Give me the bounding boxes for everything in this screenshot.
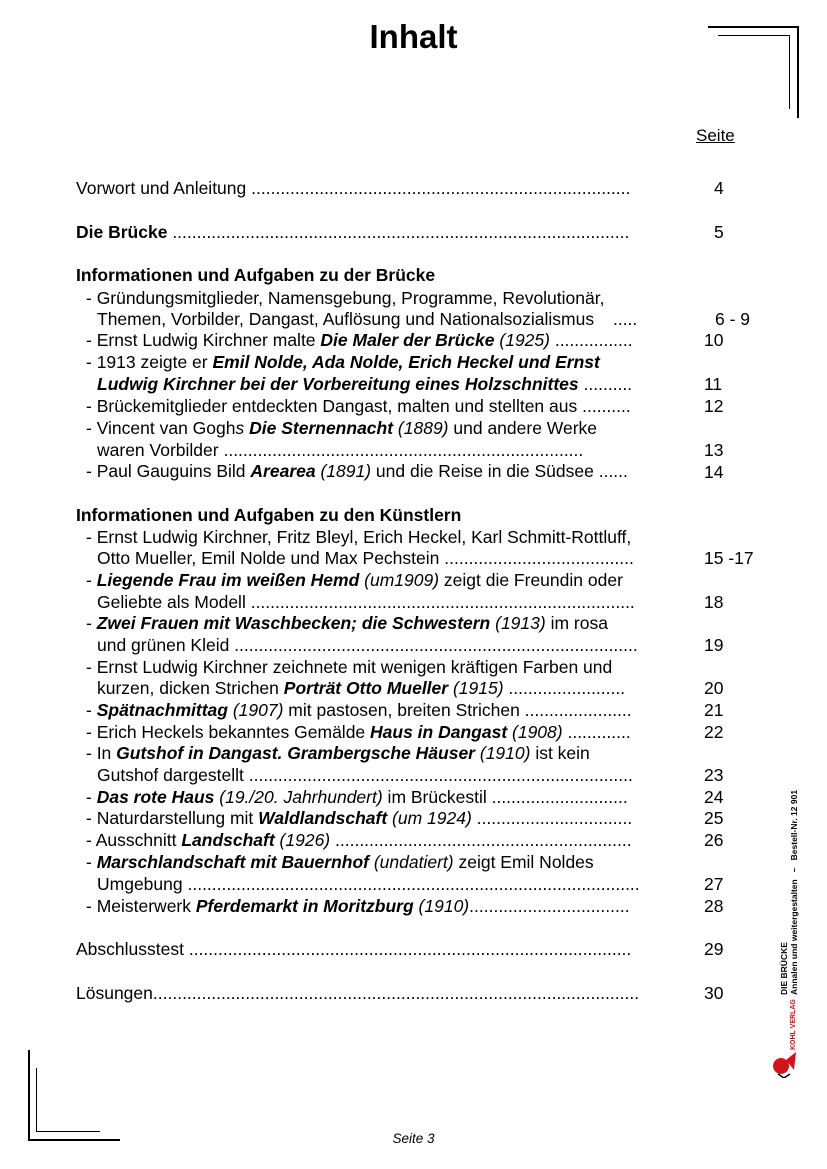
side-order-number: Bestell-Nr. 12 901 xyxy=(789,789,799,861)
toc-label: im rosa xyxy=(545,613,608,633)
toc-label: - Erich Heckels bekanntes Gemälde xyxy=(86,722,371,742)
toc-page-number: 13 xyxy=(704,440,724,460)
toc-entry-line[interactable] xyxy=(97,309,637,330)
toc-entry-line[interactable] xyxy=(97,678,625,699)
toc-label: zeigt die Freundin oder xyxy=(439,570,623,590)
section-heading-bruecke: Informationen und Aufgaben zu der Brücke xyxy=(76,265,436,285)
artwork-year: (1908) xyxy=(507,722,563,742)
toc-entry-die-bruecke[interactable] xyxy=(76,222,629,243)
toc-dots: ............................ xyxy=(486,787,628,807)
toc-label: ist kein xyxy=(530,743,590,763)
toc-entry-line[interactable] xyxy=(86,461,628,482)
artwork-year: (1907) xyxy=(227,700,284,720)
toc-label: - Naturdarstellung mit xyxy=(86,808,259,828)
toc-dots: ............................................................................... xyxy=(245,592,635,612)
toc-label: Die Brücke xyxy=(76,222,168,242)
toc-page-number: 12 xyxy=(704,396,724,416)
toc-page-number: 4 xyxy=(714,178,724,198)
toc-page-number: 14 xyxy=(704,462,724,482)
toc-label: Otto Mueller, Emil Nolde und Max Pechstein xyxy=(97,548,440,568)
artwork-year: (1913) xyxy=(490,613,546,633)
toc-label: - Ernst Ludwig Kirchner malte xyxy=(86,330,321,350)
toc-dash: - xyxy=(86,613,97,633)
artwork-year: (1925) xyxy=(494,330,550,350)
toc-entry-line[interactable] xyxy=(86,743,590,764)
toc-entry-line[interactable] xyxy=(86,613,608,634)
toc-entry-line[interactable] xyxy=(97,440,583,461)
artwork-title: Die Sternennacht xyxy=(249,418,394,438)
publisher-side-note xyxy=(779,790,799,995)
toc-dots: ....................................... xyxy=(439,548,634,568)
toc-dots: .................................................................................................... xyxy=(152,983,640,1003)
toc-label: Umgebung xyxy=(97,874,183,894)
toc-dots: ................................ xyxy=(471,808,633,828)
artwork-year: (undatiert) xyxy=(368,852,454,872)
toc-label: zeigt Emil Noldes xyxy=(453,852,594,872)
side-subtitle: Annalen und weitergestalten xyxy=(789,879,799,995)
toc-entry-loesungen[interactable] xyxy=(76,983,639,1004)
toc-entry-line[interactable]: - Ernst Ludwig Kirchner, Fritz Bleyl, Erich Heckel, Karl Schmitt-Rottluff, xyxy=(86,527,632,547)
toc-dash: - xyxy=(86,852,97,872)
toc-label: - In xyxy=(86,743,117,763)
artwork-title: Haus in Dangast xyxy=(370,722,508,742)
toc-dots: .......... xyxy=(577,396,631,416)
artwork-title: Liegende Frau im weißen Hemd xyxy=(96,570,360,590)
toc-entry-line[interactable] xyxy=(86,852,594,873)
toc-page-number: 21 xyxy=(704,700,724,720)
frame-bottom-left-v1 xyxy=(28,1050,30,1141)
toc-page-number: 5 xyxy=(714,222,724,242)
toc-entry-line[interactable] xyxy=(97,635,638,656)
artwork-title: Marschlandschaft mit Bauernhof xyxy=(96,852,369,872)
toc-dots: ........................................................................................... xyxy=(183,939,632,959)
toc-entry-line[interactable] xyxy=(86,352,600,373)
artwork-year: (1915) xyxy=(448,678,504,698)
toc-page-number: 15 -17 xyxy=(704,548,754,568)
toc-label: und grünen Kleid xyxy=(97,635,230,655)
artwork-year: (um1909) xyxy=(359,570,440,590)
artwork-title: Emil Nolde, Ada Nolde, Erich Heckel und Ernst xyxy=(212,352,600,372)
toc-entry-line[interactable] xyxy=(86,700,632,721)
page-footer: Seite 3 xyxy=(392,1131,435,1146)
toc-entry-line[interactable] xyxy=(97,374,632,395)
toc-label: Geliebte als Modell xyxy=(97,592,246,612)
artwork-year: (um 1924) xyxy=(387,808,472,828)
toc-entry-line[interactable]: - Ernst Ludwig Kirchner zeichnete mit wenigen kräftigen Farben und xyxy=(86,657,613,677)
artwork-year: (1910) xyxy=(413,896,470,916)
toc-entry-line[interactable] xyxy=(86,896,630,917)
toc-dash: - xyxy=(86,570,97,590)
toc-entry-line[interactable]: - Gründungsmitglieder, Namensgebung, Programme, Revolutionär, xyxy=(86,288,605,308)
toc-dots: .............................................................................. xyxy=(251,178,631,198)
toc-dots: .......... xyxy=(578,374,633,394)
artwork-title: Spätnachmittag xyxy=(96,700,228,720)
toc-entry-line[interactable] xyxy=(86,396,631,417)
toc-entry-line[interactable] xyxy=(86,787,628,808)
toc-label: - Ausschnitt xyxy=(86,830,182,850)
toc-entry-line[interactable] xyxy=(97,765,633,786)
toc-page-number: 29 xyxy=(704,939,724,959)
toc-page-number: 27 xyxy=(704,874,724,894)
toc-entry-vorwort[interactable] xyxy=(76,178,630,199)
toc-label: - Meisterwerk xyxy=(86,896,196,916)
artwork-year: (1889) xyxy=(393,418,449,438)
page-title: Inhalt xyxy=(369,18,458,55)
toc-dots: ............................................................................... xyxy=(243,765,633,785)
toc-label: Themen, Vorbilder, Dangast, Auflösung und Nationalsozialismus xyxy=(97,309,595,329)
artwork-year: (1891) xyxy=(315,461,372,481)
toc-dots: ................................................................................... xyxy=(229,635,638,655)
toc-dots: .............................................................................................. xyxy=(172,222,630,242)
toc-page-number: 24 xyxy=(704,787,724,807)
toc-label: Gutshof dargestellt xyxy=(97,765,244,785)
toc-label: und andere Werke xyxy=(448,418,598,438)
artwork-year: (1910) xyxy=(475,743,531,763)
publisher-logo xyxy=(770,999,800,1078)
artwork-title: Das rote Haus xyxy=(96,787,215,807)
toc-dots: ............. xyxy=(562,722,631,742)
toc-dots: .......................................................................... xyxy=(218,440,584,460)
toc-label: im Brückestil xyxy=(382,787,487,807)
section-heading-kuenstler: Informationen und Aufgaben zu den Künstlern xyxy=(76,505,462,525)
toc-page-number: 23 xyxy=(704,765,724,785)
toc-entry-abschlusstest[interactable] xyxy=(76,939,631,960)
toc-page-number: 22 xyxy=(704,722,724,742)
toc-entry-line[interactable] xyxy=(97,592,635,613)
toc-label: - 1913 zeigte er xyxy=(86,352,213,372)
side-separator: – xyxy=(789,867,799,873)
toc-page-number: 10 xyxy=(704,330,724,350)
toc-label: und die Reise in die Südsee xyxy=(371,461,594,481)
toc-page-number: 30 xyxy=(704,983,724,1003)
toc-entry-line[interactable] xyxy=(86,830,632,851)
toc-dots: ................................. xyxy=(469,896,630,916)
toc-page-number: 18 xyxy=(704,592,724,612)
page-column-header: Seite xyxy=(696,126,735,145)
artwork-year: (1926) xyxy=(274,830,331,850)
artwork-title: Arearea xyxy=(250,461,316,481)
toc-page-number: 28 xyxy=(704,896,724,916)
toc-page-number: 20 xyxy=(704,678,724,698)
toc-page-number: 6 - 9 xyxy=(715,309,751,329)
toc-label: Abschlusstest xyxy=(76,939,184,959)
artwork-title: Waldlandschaft xyxy=(258,808,388,828)
toc-label: Lösungen xyxy=(76,983,153,1003)
toc-page-number: 26 xyxy=(704,830,724,850)
toc-entry-line[interactable] xyxy=(86,722,631,743)
toc-entry-line[interactable] xyxy=(86,808,632,829)
toc-entry-line[interactable] xyxy=(86,570,623,591)
toc-label: - Paul Gauguins Bild xyxy=(86,461,251,481)
toc-label-suffix: s xyxy=(235,418,250,438)
toc-dash: - xyxy=(86,787,97,807)
toc-dots: ............................................................................................. xyxy=(182,874,640,894)
artwork-title: Landschaft xyxy=(181,830,275,850)
artwork-title: Pferdemarkt in Moritzburg xyxy=(195,896,414,916)
toc-dash: - xyxy=(86,700,97,720)
artwork-year: (19./20. Jahrhundert) xyxy=(214,787,383,807)
toc-entry-line[interactable] xyxy=(86,418,597,439)
toc-dots: ...... xyxy=(593,461,628,481)
toc-dots: ..... xyxy=(612,309,638,329)
frame-bottom-left-v2 xyxy=(36,1068,37,1132)
toc-dots: ............................................................. xyxy=(330,830,632,850)
toc-dots: ................ xyxy=(549,330,633,350)
artwork-title: Ludwig Kirchner bei der Vorbereitung eines Holzschnittes xyxy=(97,374,579,394)
side-series-title: DIE BRÜCKE xyxy=(779,942,789,995)
toc-label: mit pastosen, breiten Strichen xyxy=(283,700,520,720)
toc-label: waren Vorbilder xyxy=(97,440,219,460)
artwork-title: Porträt Otto Mueller xyxy=(283,678,449,698)
toc-label: kurzen, dicken Strichen xyxy=(97,678,284,698)
toc-entry-line[interactable] xyxy=(86,330,633,351)
toc-label: - Vincent van Gogh xyxy=(86,418,236,438)
toc-label: Vorwort und Anleitung xyxy=(76,178,247,198)
publisher-logo-text: KOHL VERLAG xyxy=(790,999,797,1050)
artwork-title: Zwei Frauen mit Waschbecken; die Schwestern xyxy=(96,613,491,633)
toc-page-number: 25 xyxy=(704,808,724,828)
toc-page-number: 11 xyxy=(704,374,723,394)
toc-entry-line[interactable] xyxy=(97,548,634,569)
artwork-title: Gutshof in Dangast. Grambergsche Häuser xyxy=(116,743,475,763)
toc-page-number: 19 xyxy=(704,635,724,655)
toc-dots: ...................... xyxy=(519,700,632,720)
toc-label: - Brückemitglieder entdeckten Dangast, malten und stellten aus xyxy=(86,396,578,416)
toc-entry-line[interactable] xyxy=(97,874,640,895)
toc-dots: ........................ xyxy=(503,678,626,698)
artwork-title: Die Maler der Brücke xyxy=(320,330,495,350)
